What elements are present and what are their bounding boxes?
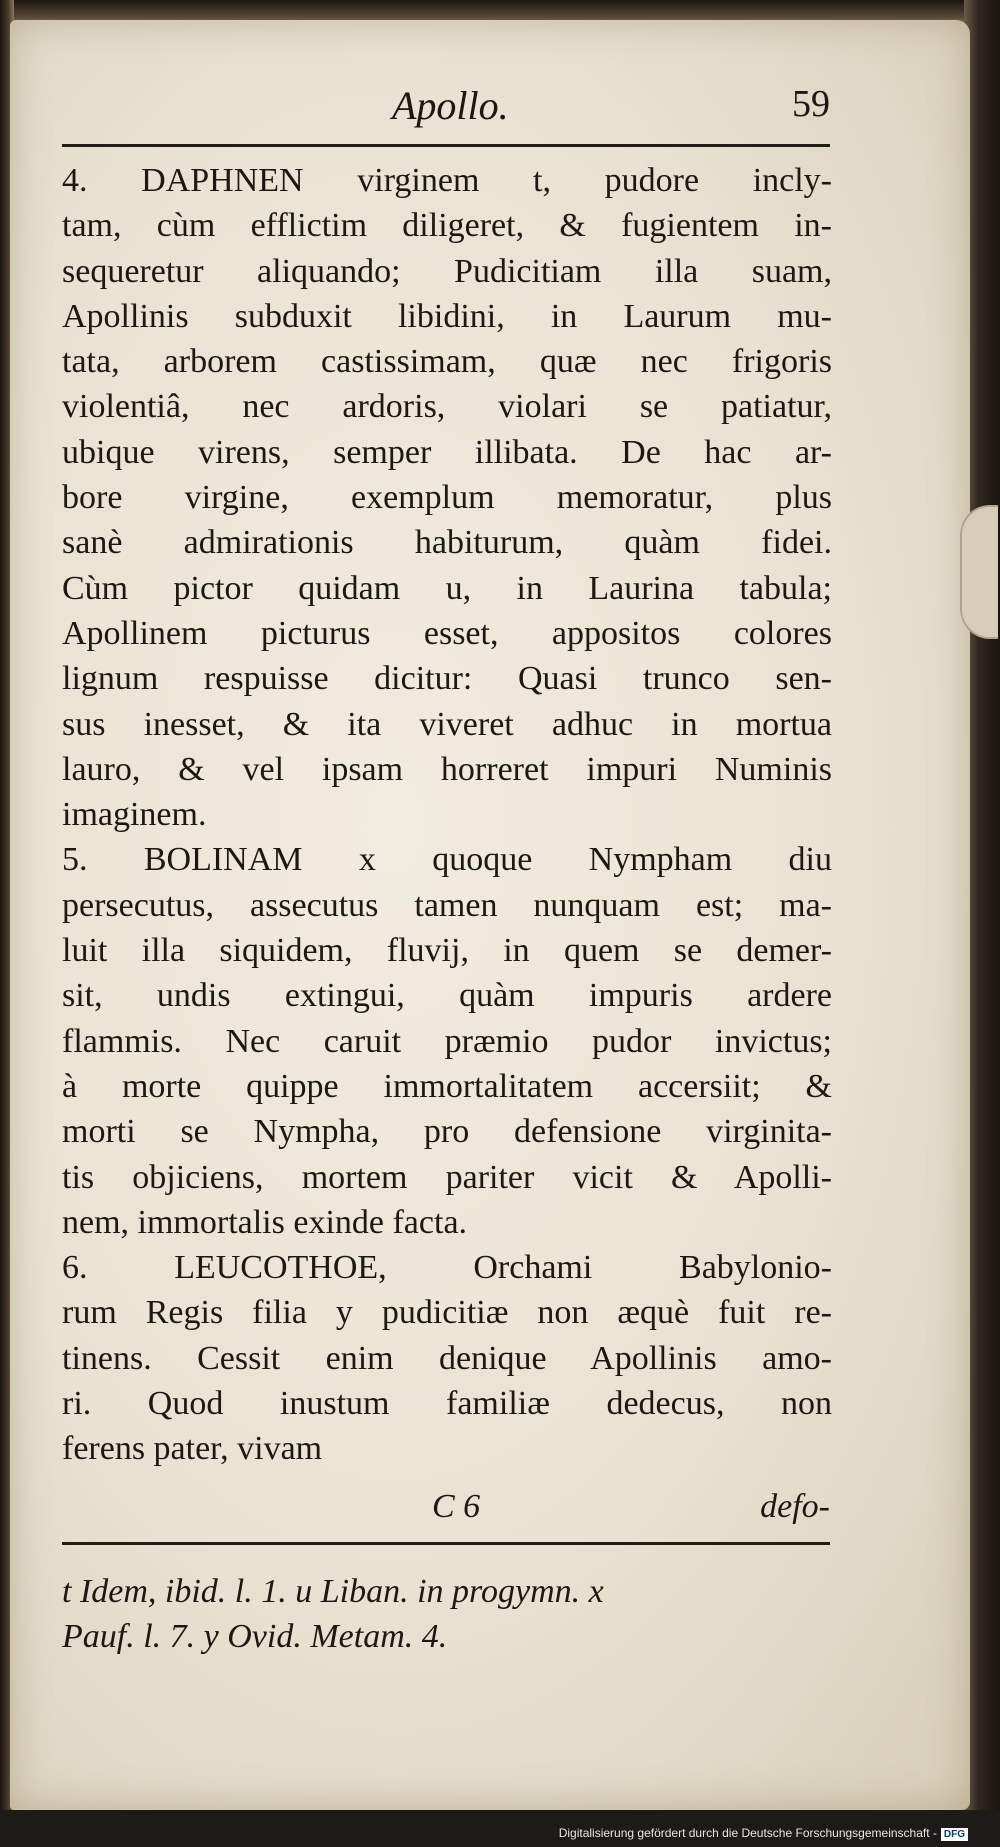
catch-line: [62, 1488, 830, 1532]
text-line: sanè admirationis habiturum, quàm fidei.: [62, 524, 832, 562]
digitization-credit: [559, 1826, 968, 1841]
dfg-logo: DFG: [941, 1828, 968, 1841]
text-line: sus inesset, & ita viveret adhuc in mortua: [62, 705, 832, 743]
credit-text: Digitalisierung gefördert durch die Deutsche Forschungsgemeinschaft -: [558, 1826, 937, 1840]
text-line: luit illa siquidem, fluvij, in quem se demer-: [62, 932, 832, 970]
text-line: tinens. Cessit enim denique Apollinis amo-: [62, 1339, 832, 1377]
text-line: ri. Quod inustum familiæ dedecus, non: [62, 1385, 832, 1423]
notes-rule: [62, 1542, 830, 1545]
text-line: à morte quippe immortalitatem accersiit; &: [62, 1067, 832, 1105]
page-header: [62, 82, 830, 130]
note-line: t Idem, ibid. l. 1. u Liban. in progymn. x: [62, 1573, 604, 1610]
text-line: Cùm pictor quidam u, in Laurina tabula;: [62, 569, 832, 607]
text-line: morti se Nympha, pro defensione virginita-: [62, 1113, 832, 1151]
text-line: Apollinem picturus esset, appositos colores: [62, 614, 832, 652]
signature-mark: C 6: [432, 1488, 481, 1525]
text-line: bore virgine, exemplum memoratur, plus: [62, 479, 832, 517]
main-text: [62, 158, 832, 1472]
text-line: ferens pater, vivam: [62, 1430, 323, 1468]
text-line: persecutus, assecutus tamen nunquam est; ma-: [62, 886, 832, 924]
text-line: flammis. Nec caruit præmio pudor invictus;: [62, 1022, 832, 1060]
page-number: 59: [792, 83, 830, 125]
text-line: ubique virens, semper illibata. De hac ar-: [62, 433, 832, 471]
text-line: lauro, & vel ipsam horreret impuri Numinis: [62, 750, 832, 788]
catchword: defo-: [760, 1488, 830, 1525]
text-line: nem, immortalis exinde facta.: [62, 1203, 468, 1241]
page-clip: [960, 505, 998, 639]
header-rule: [62, 144, 830, 147]
text-line: tis objiciens, mortem pariter vicit & Apolli-: [62, 1158, 832, 1196]
text-line: Apollinis subduxit libidini, in Laurum mu-: [62, 297, 832, 335]
text-line: imaginem.: [62, 796, 207, 834]
text-line: sit, undis extingui, quàm impuris ardere: [62, 977, 832, 1015]
note-line: Pauf. l. 7. y Ovid. Metam. 4.: [62, 1618, 448, 1656]
text-line: lignum respuisse dicitur: Quasi trunco sen-: [62, 660, 832, 698]
text-line: violentiâ, nec ardoris, violari se patiatur,: [62, 388, 832, 426]
text-line: sequeretur aliquando; Pudicitiam illa suam,: [62, 252, 832, 290]
text-line: rum Regis filia y pudicitiæ non æquè fuit re-: [62, 1294, 832, 1332]
text-line: tata, arborem castissimam, quæ nec frigoris: [62, 343, 832, 381]
footer-bar: [0, 1810, 1000, 1847]
marginal-notes: [62, 1568, 832, 1659]
text-line: tam, cùm efflictim diligeret, & fugientem in-: [62, 207, 832, 245]
text-line: 6. LEUCOTHOE, Orchami Babylonio-: [62, 1249, 832, 1287]
text-line: 4. DAPHNEN virginem t, pudore incly-: [62, 162, 832, 199]
running-title: Apollo.: [392, 83, 509, 128]
text-line: 5. BOLINAM x quoque Nympham diu: [62, 841, 832, 879]
